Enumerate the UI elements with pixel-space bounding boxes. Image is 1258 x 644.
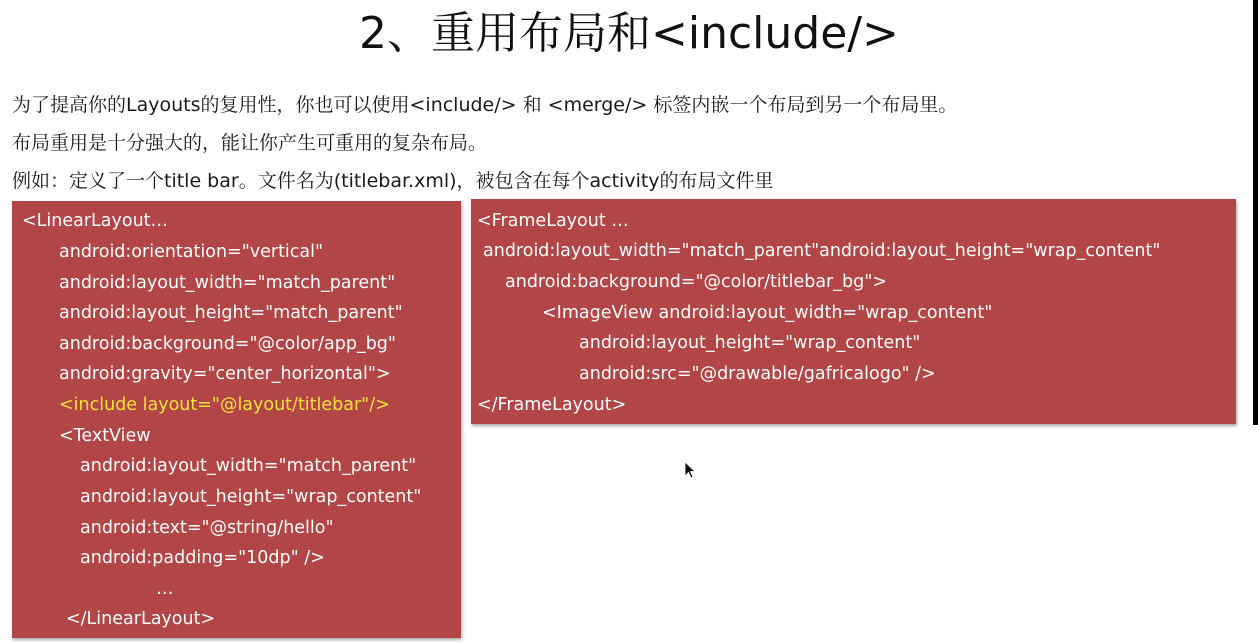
window-edge bbox=[1253, 0, 1258, 425]
slide-title: 2、重用布局和<include/> bbox=[359, 8, 899, 59]
include-code-line: <include layout="@layout/titlebar"/> bbox=[59, 395, 390, 415]
ellipsis-line: … bbox=[156, 579, 174, 599]
example-paragraph: 例如：定义了一个title bar。文件名为(titlebar.xml)，被包含在每个activity的布局文件里 bbox=[12, 170, 774, 192]
code-line: </LinearLayout> bbox=[66, 609, 216, 629]
code-line: android:orientation="vertical" bbox=[59, 242, 324, 262]
code-line: android:background="@color/titlebar_bg"> bbox=[505, 272, 887, 292]
code-line: </FrameLayout> bbox=[477, 395, 627, 415]
reuse-paragraph: 布局重用是十分强大的，能让你产生可重用的复杂布局。 bbox=[12, 132, 488, 154]
intro-paragraph: 为了提高你的Layouts的复用性，你也可以使用<include/> 和 <merge/> 标签内嵌一个布局到另一个布局里。 bbox=[12, 94, 958, 116]
code-line: android:layout_width="match_parent" bbox=[80, 456, 417, 476]
code-line: android:layout_height="wrap_content" bbox=[579, 333, 921, 353]
code-line: android:src="@drawable/gafricalogo" /> bbox=[579, 364, 936, 384]
code-line: android:layout_height="match_parent" bbox=[59, 303, 403, 323]
code-line: android:background="@color/app_bg" bbox=[59, 334, 396, 354]
code-line: <LinearLayout… bbox=[22, 211, 169, 231]
code-line: android:gravity="center_horizontal"> bbox=[59, 364, 391, 384]
code-line: android:layout_height="wrap_content" bbox=[80, 487, 422, 507]
mouse-cursor-icon bbox=[684, 461, 696, 479]
code-line: android:padding="10dp" /> bbox=[80, 548, 325, 568]
code-line: <FrameLayout … bbox=[477, 211, 629, 231]
code-line: <ImageView android:layout_width="wrap_content" bbox=[542, 303, 993, 323]
code-line: android:text="@string/hello" bbox=[80, 518, 334, 538]
code-line: <TextView bbox=[59, 426, 151, 446]
code-line: android:layout_width="match_parent"android:layout_height="wrap_content" bbox=[483, 241, 1161, 261]
linear-layout-code-box bbox=[12, 201, 461, 638]
frame-layout-code-box bbox=[471, 199, 1236, 424]
code-line: android:layout_width="match_parent" bbox=[59, 273, 396, 293]
